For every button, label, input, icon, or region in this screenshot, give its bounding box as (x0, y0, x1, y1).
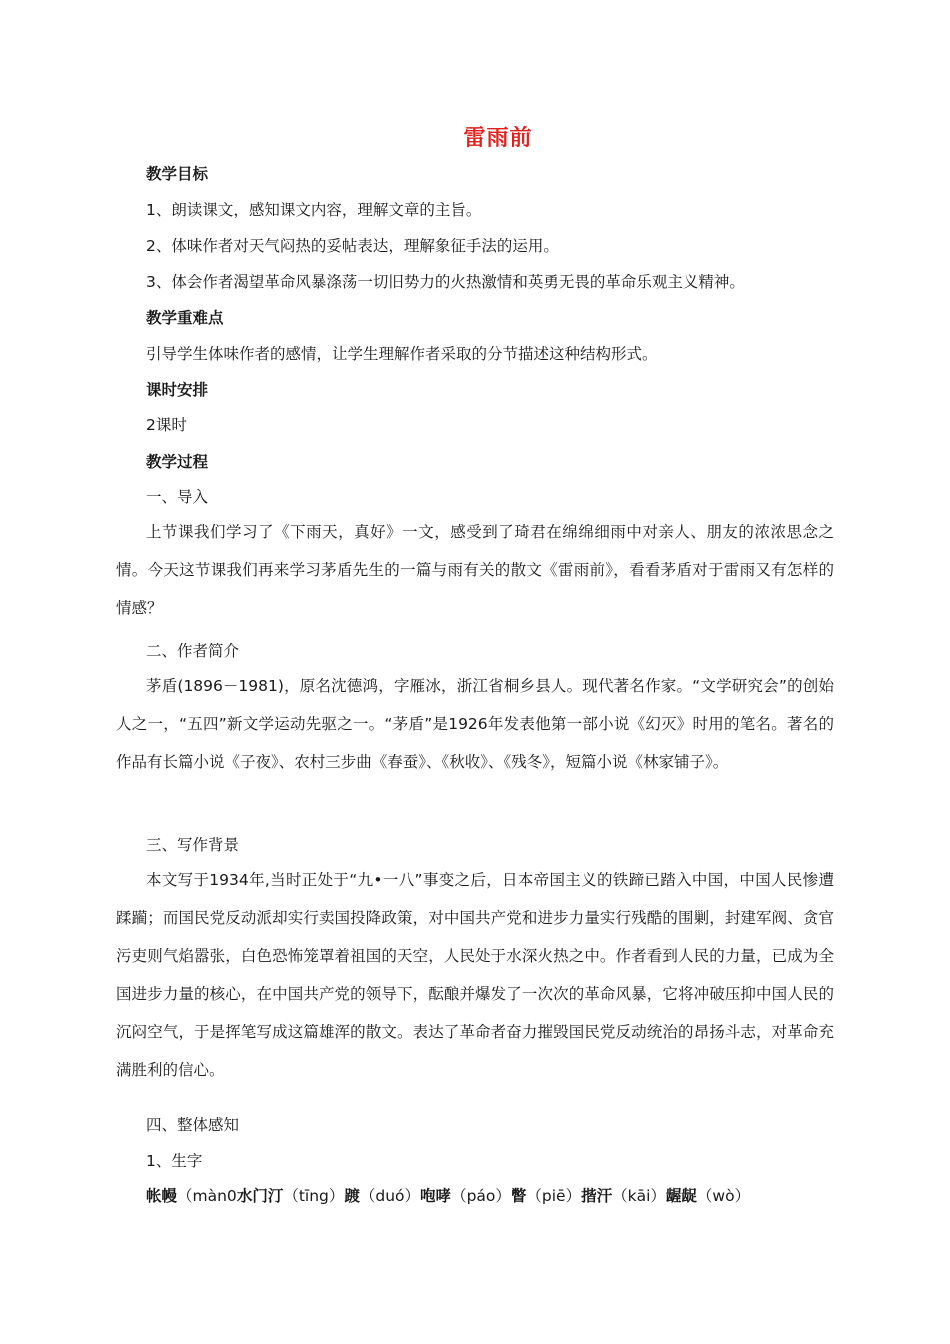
intro-heading: 一、导入 (146, 488, 209, 506)
vocab-pinyin: （màn0 (177, 1187, 237, 1205)
background-heading: 三、写作背景 (146, 836, 240, 854)
vocab-pinyin: （kāi） (612, 1187, 666, 1205)
goal-item-3: 3、体会作者渴望革命风暴涤荡一切旧势力的火热激情和英勇无畏的革命乐观主义精神。 (146, 273, 745, 291)
process-heading: 教学过程 (146, 453, 209, 471)
vocab-list (146, 1186, 750, 1206)
overall-heading: 四、整体感知 (146, 1116, 240, 1134)
vocab-pinyin: （páo） (451, 1187, 511, 1205)
vocab-heading: 1、生字 (146, 1152, 203, 1170)
schedule-heading: 课时安排 (146, 381, 209, 399)
author-paragraph: 茅盾(1896－1981)，原名沈德鸿，字雁冰，浙江省桐乡县人。现代著名作家。“文学研究会”的创始人之一，“五四”新文学运动先驱之一。“茅盾”是1926年发表他第一部小说《幻灭》时用的笔名。著名的作品有长篇小说《子夜》、农村三步曲《春蚕》、《秋收》、《残冬》，短篇小说《林家铺子》。 (116, 677, 834, 771)
goal-item-2: 2、体味作者对天气闷热的妥帖表达，理解象征手法的运用。 (146, 237, 559, 255)
difficulty-heading: 教学重难点 (146, 309, 224, 327)
vocab-pinyin: （piē） (526, 1187, 582, 1205)
vocab-word: 踱 (344, 1187, 360, 1205)
vocab-word: 帐幔 (146, 1187, 178, 1205)
intro-paragraph: 上节课我们学习了《下雨天，真好》一文，感受到了琦君在绵绵细雨中对亲人、朋友的浓浓思念之情。今天这节课我们再来学习茅盾先生的一篇与雨有关的散文《雷雨前》，看看茅盾对于雷雨又有怎样的情感？ (116, 523, 834, 617)
vocab-pinyin: （wò） (696, 1187, 751, 1205)
author-heading: 二、作者简介 (146, 642, 240, 660)
vocab-pinyin: （duó） (359, 1187, 421, 1205)
vocab-word: 龌龊 (665, 1187, 697, 1205)
vocab-word: 水门汀 (236, 1187, 284, 1205)
vocab-word: 瞥 (510, 1187, 527, 1205)
schedule-text: 2课时 (146, 416, 187, 434)
goals-heading: 教学目标 (146, 165, 209, 183)
vocab-word: 揩汗 (581, 1187, 613, 1205)
document-title: 雷雨前 (463, 126, 533, 151)
vocab-word: 咆哮 (420, 1187, 452, 1205)
vocab-pinyin: （tīng） (283, 1187, 345, 1205)
difficulty-text: 引导学生体味作者的感情，让学生理解作者采取的分节描述这种结构形式。 (146, 345, 658, 363)
background-paragraph: 本文写于1934年,当时正处于“九•一八”事变之后，日本帝国主义的铁蹄已踏入中国，中国人民惨遭蹂躏；而国民党反动派却实行卖国投降政策，对中国共产党和进步力量实行残酷的围剿，封建军阀、贪官污吏则气焰嚣张，白色恐怖笼罩着祖国的天空，人民处于水深火热之中。作者看到人民的力量，已成为全国进步力量的核心，在中国共产党的领导下，酝酿并爆发了一次次的革命风暴，它将冲破压抑中国人民的沉闷空气，于是挥笔写成这篇雄浑的散文。表达了革命者奋力摧毁国民党反动统治的昂扬斗志，对革命充满胜利的信心。 (116, 871, 834, 1079)
goal-item-1: 1、朗读课文，感知课文内容，理解文章的主旨。 (146, 201, 482, 219)
